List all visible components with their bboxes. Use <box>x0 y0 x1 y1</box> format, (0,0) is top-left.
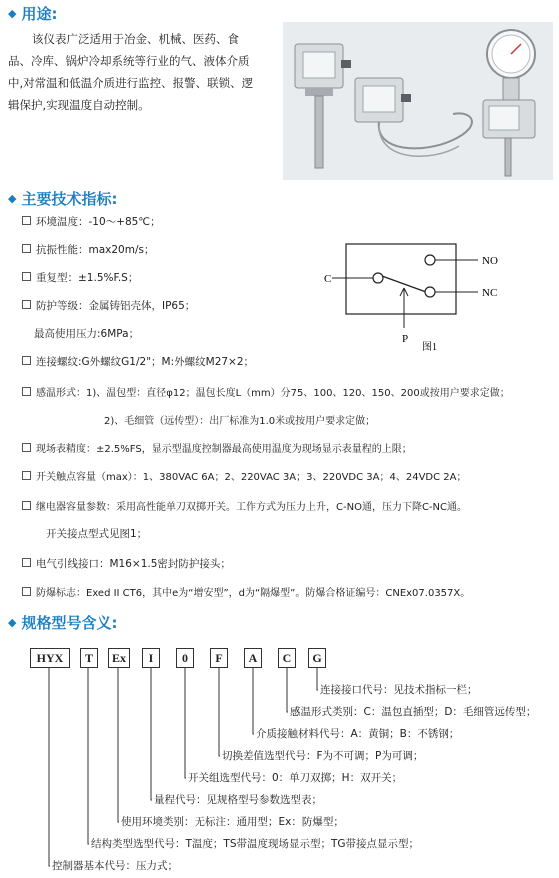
legend-item: 介质接触材料代号：A：黄铜；B：不锈钢； <box>256 728 460 740</box>
usage-line: 该仪表广泛适用于冶金、机械、医药、食 <box>32 32 239 46</box>
spec-text: 连接螺纹:G外螺纹G1/2"；M:外螺纹M27×2； <box>36 356 255 368</box>
spec-text: 抗振性能：max20m/s； <box>36 244 155 256</box>
spec-text: 环境温度：-10～+85℃； <box>36 216 161 228</box>
spec-text: 防护等级：金属铸铝壳体，IP65； <box>36 300 196 312</box>
c-terminal-label: C <box>324 273 332 285</box>
code-box-ex: Ex <box>108 648 130 668</box>
diamond-bullet-icon: ◆ <box>8 7 17 20</box>
spec-text: 感温形式：1)、温包型：直径φ12；温包长度L（mm）分75、100、120、150、200或按用户要求定做； <box>36 388 510 399</box>
code-box-0: 0 <box>176 648 194 668</box>
spec-text: 电气引线接口：M16×1.5密封防护接头； <box>36 558 231 570</box>
code-box-i: I <box>142 648 160 668</box>
spec-text: 最高使用压力:6MPa； <box>34 328 140 340</box>
spec-text: 开关触点容量（max）：1、380VAC 6A；2、220VAC 3A；3、220VDC 3A；4、24VDC 2A； <box>36 472 467 483</box>
spec-text: 现场表精度：±2.5%FS，显示型温度控制器最高使用温度为现场显示表量程的上限； <box>36 444 412 455</box>
usage-line: 辑保护,实现温度自动控制。 <box>8 98 150 112</box>
usage-line: 中,对常温和低温介质进行监控、报警、联锁、逻 <box>8 76 254 90</box>
diamond-bullet-icon: ◆ <box>8 616 17 629</box>
legend-item: 量程代号：见规格型号参数选型表； <box>154 794 322 806</box>
code-box-hyx: HYX <box>30 648 70 668</box>
spec-text: 防爆标志：Exed II CT6，其中e为“增安型”，d为“隔爆型”。防爆合格证编号：CNEx07.0357X。 <box>36 588 471 599</box>
figure-caption: 图1 <box>422 342 437 353</box>
usage-heading-text: 用途: <box>21 5 58 23</box>
spec-text: 继电器容量参数：采用高性能单刀双掷开关。工作方式为压力上升，C-NO通，压力下降C-NC通。 <box>36 502 467 513</box>
legend-item: 连接接口代号：见技术指标一栏； <box>320 684 478 696</box>
legend-item: 控制器基本代号：压力式； <box>52 860 178 872</box>
legend-item: 开关组选型代号：0：单刀双掷；H：双开关； <box>188 772 403 784</box>
spec-text: 2)、毛细管（远传型）：出厂标准为1.0米或按用户要求定做； <box>104 416 376 427</box>
code-box-c: C <box>278 648 296 668</box>
legend-item: 结构类型选型代号：T温度；TS带温度现场显示型；TG带接点显示型； <box>91 838 420 850</box>
spec-text: 开关接点型式见图1； <box>46 528 148 540</box>
diamond-bullet-icon: ◆ <box>8 192 17 205</box>
code-box-g: G <box>308 648 326 668</box>
model-heading-text: 规格型号含义: <box>21 614 118 632</box>
legend-item: 感温形式类别：C：温包直插型；D：毛细管远传型； <box>290 706 537 718</box>
specs-heading-text: 主要技术指标: <box>21 190 118 208</box>
nc-terminal-label: NC <box>482 287 498 299</box>
p-label: P <box>402 333 409 345</box>
usage-line: 品、冷库、锅炉冷却系统等行业的气、液体介质 <box>8 54 250 68</box>
no-terminal-label: NO <box>482 255 498 267</box>
code-box-a: A <box>244 648 262 668</box>
code-box-t: T <box>80 648 98 668</box>
legend-item: 切换差值选型代号：F为不可调；P为可调； <box>222 750 424 762</box>
code-box-f: F <box>210 648 228 668</box>
legend-item: 使用环境类别：无标注：通用型；Ex：防爆型； <box>121 816 344 828</box>
spec-text: 重复型：±1.5%F.S； <box>36 272 139 284</box>
